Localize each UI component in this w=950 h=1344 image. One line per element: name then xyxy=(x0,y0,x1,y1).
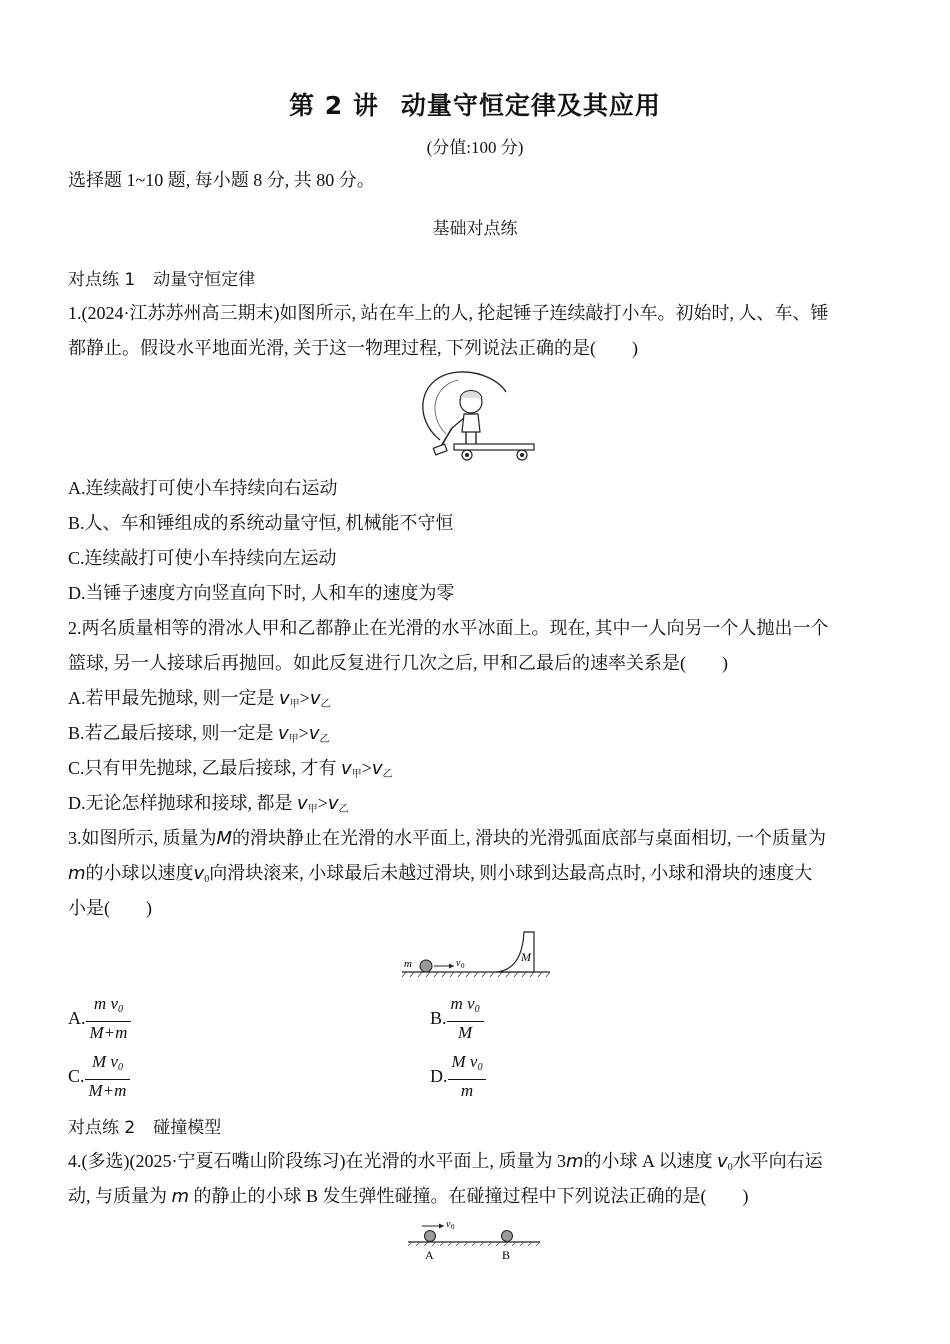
figure-label-v-sub: 0 xyxy=(461,962,465,970)
option-text: A.若甲最先抛球, 则一定是 xyxy=(68,688,275,708)
numerator: m v xyxy=(93,994,118,1013)
subscript-jia: 甲 xyxy=(307,804,318,815)
q1-option-c: C.连续敲打可使小车持续向左运动 xyxy=(68,548,337,568)
option-text: D.无论怎样抛球和接球, 都是 xyxy=(68,793,293,813)
figure-label-A: A xyxy=(425,1248,434,1262)
subscript-jia: 甲 xyxy=(288,734,299,745)
q3-option-c xyxy=(68,1051,130,1102)
denominator: m xyxy=(460,1081,474,1100)
practice-label: 对点练 2 xyxy=(68,1118,136,1138)
velocity-symbol: v xyxy=(717,1151,728,1172)
score-note: (分值:100 分) xyxy=(426,138,524,157)
velocity-symbol: v xyxy=(297,793,308,814)
q4-stem-line1 xyxy=(68,1150,823,1179)
q3-close-paren: ) xyxy=(146,898,152,918)
q1-option-b: B.人、车和锤组成的系统动量守恒, 机械能不守恒 xyxy=(68,513,454,533)
mass-M-symbol: M xyxy=(216,828,233,849)
gt-sign: > xyxy=(298,723,309,743)
q1-stem-line1: 1.(2024·江苏苏州高三期末)如图所示, 站在车上的人, 抡起锤子连续敲打小车。初始时, 人、车、锤 xyxy=(68,303,829,323)
stem-text: 动, 与质量为 xyxy=(68,1186,167,1206)
numerator-subscript: 0 xyxy=(477,1062,483,1073)
q3-option-d xyxy=(430,1051,486,1102)
fraction xyxy=(86,993,132,1044)
q2-stem-text: 篮球, 另一人接球后再抛回。如此反复进行几次之后, 甲和乙最后的速率关系是( xyxy=(68,653,686,673)
q4-stem-line2 xyxy=(68,1185,749,1208)
section-heading: 基础对点练 xyxy=(432,219,518,239)
option-label: D. xyxy=(430,1066,448,1086)
figure-label-M: M xyxy=(521,950,531,964)
velocity-symbol: v xyxy=(308,723,320,744)
q2-option-d xyxy=(68,792,348,821)
stem-text: 水平向右运 xyxy=(732,1151,823,1171)
fraction xyxy=(448,1051,487,1102)
practice-name: 动量守恒定律 xyxy=(153,270,256,290)
figure-label-v: v xyxy=(446,1219,451,1230)
lecture-number: 第 2 讲 xyxy=(289,91,379,120)
q2-stem-line2 xyxy=(68,652,728,674)
velocity-symbol: v xyxy=(371,758,383,779)
subscript-yi: 乙 xyxy=(319,734,330,745)
mass-m-symbol: m xyxy=(68,863,86,884)
numerator: M v xyxy=(91,1052,118,1071)
q2-option-a xyxy=(68,687,330,716)
denominator: M xyxy=(457,1023,473,1042)
subscript-zero: 0 xyxy=(204,874,210,885)
figure-label-v-sub: 0 xyxy=(451,1223,455,1231)
stem-text: 的静止的小球 B 发生弹性碰撞。在碰撞过程中下列说法正确的是( xyxy=(193,1186,707,1206)
gt-sign: > xyxy=(317,793,328,813)
numerator: M v xyxy=(451,1052,478,1071)
practice-heading-2 xyxy=(68,1113,221,1138)
denominator: M+m xyxy=(89,1023,128,1042)
q1-stem-line2 xyxy=(68,337,638,359)
hammer-cart-figure xyxy=(410,368,540,466)
mass-m-symbol: m xyxy=(171,1186,190,1207)
subscript-yi: 乙 xyxy=(382,769,393,780)
q2-close-paren: ) xyxy=(722,653,728,673)
fraction xyxy=(447,993,484,1044)
fraction xyxy=(85,1051,131,1102)
option-label: B. xyxy=(430,1008,447,1028)
q2-stem-line1: 2.两名质量相等的滑冰人甲和乙都静止在光滑的水平冰面上。现在, 其中一人向另一个人抛出一个 xyxy=(68,618,829,638)
q3-option-b xyxy=(430,993,484,1044)
q3-stem-line3 xyxy=(68,897,152,919)
velocity-symbol: v xyxy=(341,758,352,779)
numerator-subscript: 0 xyxy=(117,1062,123,1073)
stem-text: 的小球以速度 xyxy=(85,863,194,883)
option-text: B.若乙最后接球, 则一定是 xyxy=(68,723,274,743)
option-text: C.只有甲先抛球, 乙最后接球, 才有 xyxy=(68,758,337,778)
stem-text: 的小球 A 以速度 xyxy=(583,1151,713,1171)
figure-label-B: B xyxy=(502,1248,511,1262)
gt-sign: > xyxy=(361,758,372,778)
option-label: C. xyxy=(68,1066,85,1086)
stem-text: 4.(多选)(2025·宁夏石嘴山阶段练习)在光滑的水平面上, 质量为 3 xyxy=(68,1151,566,1171)
q4-close-paren: ) xyxy=(742,1186,749,1206)
subscript-jia: 甲 xyxy=(351,769,362,780)
q1-option-a: A.连续敲打可使小车持续向右运动 xyxy=(68,478,338,498)
practice-label: 对点练 1 xyxy=(68,270,136,290)
mass-m-symbol: m xyxy=(565,1151,584,1172)
subscript-zero: 0 xyxy=(727,1162,733,1173)
option-label: A. xyxy=(68,1008,86,1028)
stem-text: 3.如图所示, 质量为 xyxy=(68,828,217,848)
numerator-subscript: 0 xyxy=(474,1004,480,1015)
denominator: M+m xyxy=(88,1081,127,1100)
numerator-subscript: 0 xyxy=(118,1004,123,1015)
q2-option-b xyxy=(68,722,329,751)
subscript-yi: 乙 xyxy=(320,699,331,710)
lecture-title: 动量守恒定律及其应用 xyxy=(400,91,661,120)
intro-text: 选择题 1~10 题, 每小题 8 分, 共 80 分。 xyxy=(68,170,375,190)
numerator: m v xyxy=(450,994,475,1013)
collision-figure xyxy=(400,1215,550,1265)
slider-ball-figure xyxy=(400,928,552,978)
velocity-symbol: v xyxy=(278,723,289,744)
velocity-symbol: v xyxy=(193,863,205,884)
figure-label-v: v xyxy=(456,958,461,969)
velocity-symbol: v xyxy=(327,793,339,814)
subscript-yi: 乙 xyxy=(338,804,349,815)
stem-text: 向滑块滚来, 小球最后未越过滑块, 则小球到达最高点时, 小球和滑块的速度大 xyxy=(209,863,813,883)
q1-option-d: D.当锤子速度方向竖直向下时, 人和车的速度为零 xyxy=(68,583,455,603)
q3-stem-line1 xyxy=(68,827,826,850)
figure-label-m: m xyxy=(404,958,412,970)
page-title xyxy=(0,86,950,122)
stem-text: 小是( xyxy=(68,898,110,918)
gt-sign: > xyxy=(299,688,310,708)
subscript-jia: 甲 xyxy=(289,699,300,710)
velocity-symbol: v xyxy=(279,688,290,709)
q3-stem-line2 xyxy=(68,862,812,891)
stem-text: 的滑块静止在光滑的水平面上, 滑块的光滑弧面底部与桌面相切, 一个质量为 xyxy=(232,828,827,848)
practice-name: 碰撞模型 xyxy=(153,1118,222,1138)
q2-option-c xyxy=(68,757,392,786)
q1-close-paren: ) xyxy=(632,338,638,358)
q3-option-a xyxy=(68,993,131,1044)
velocity-symbol: v xyxy=(309,688,321,709)
q1-stem-text: 都静止。假设水平地面光滑, 关于这一物理过程, 下列说法正确的是( xyxy=(68,338,596,358)
practice-heading-1 xyxy=(68,265,255,290)
